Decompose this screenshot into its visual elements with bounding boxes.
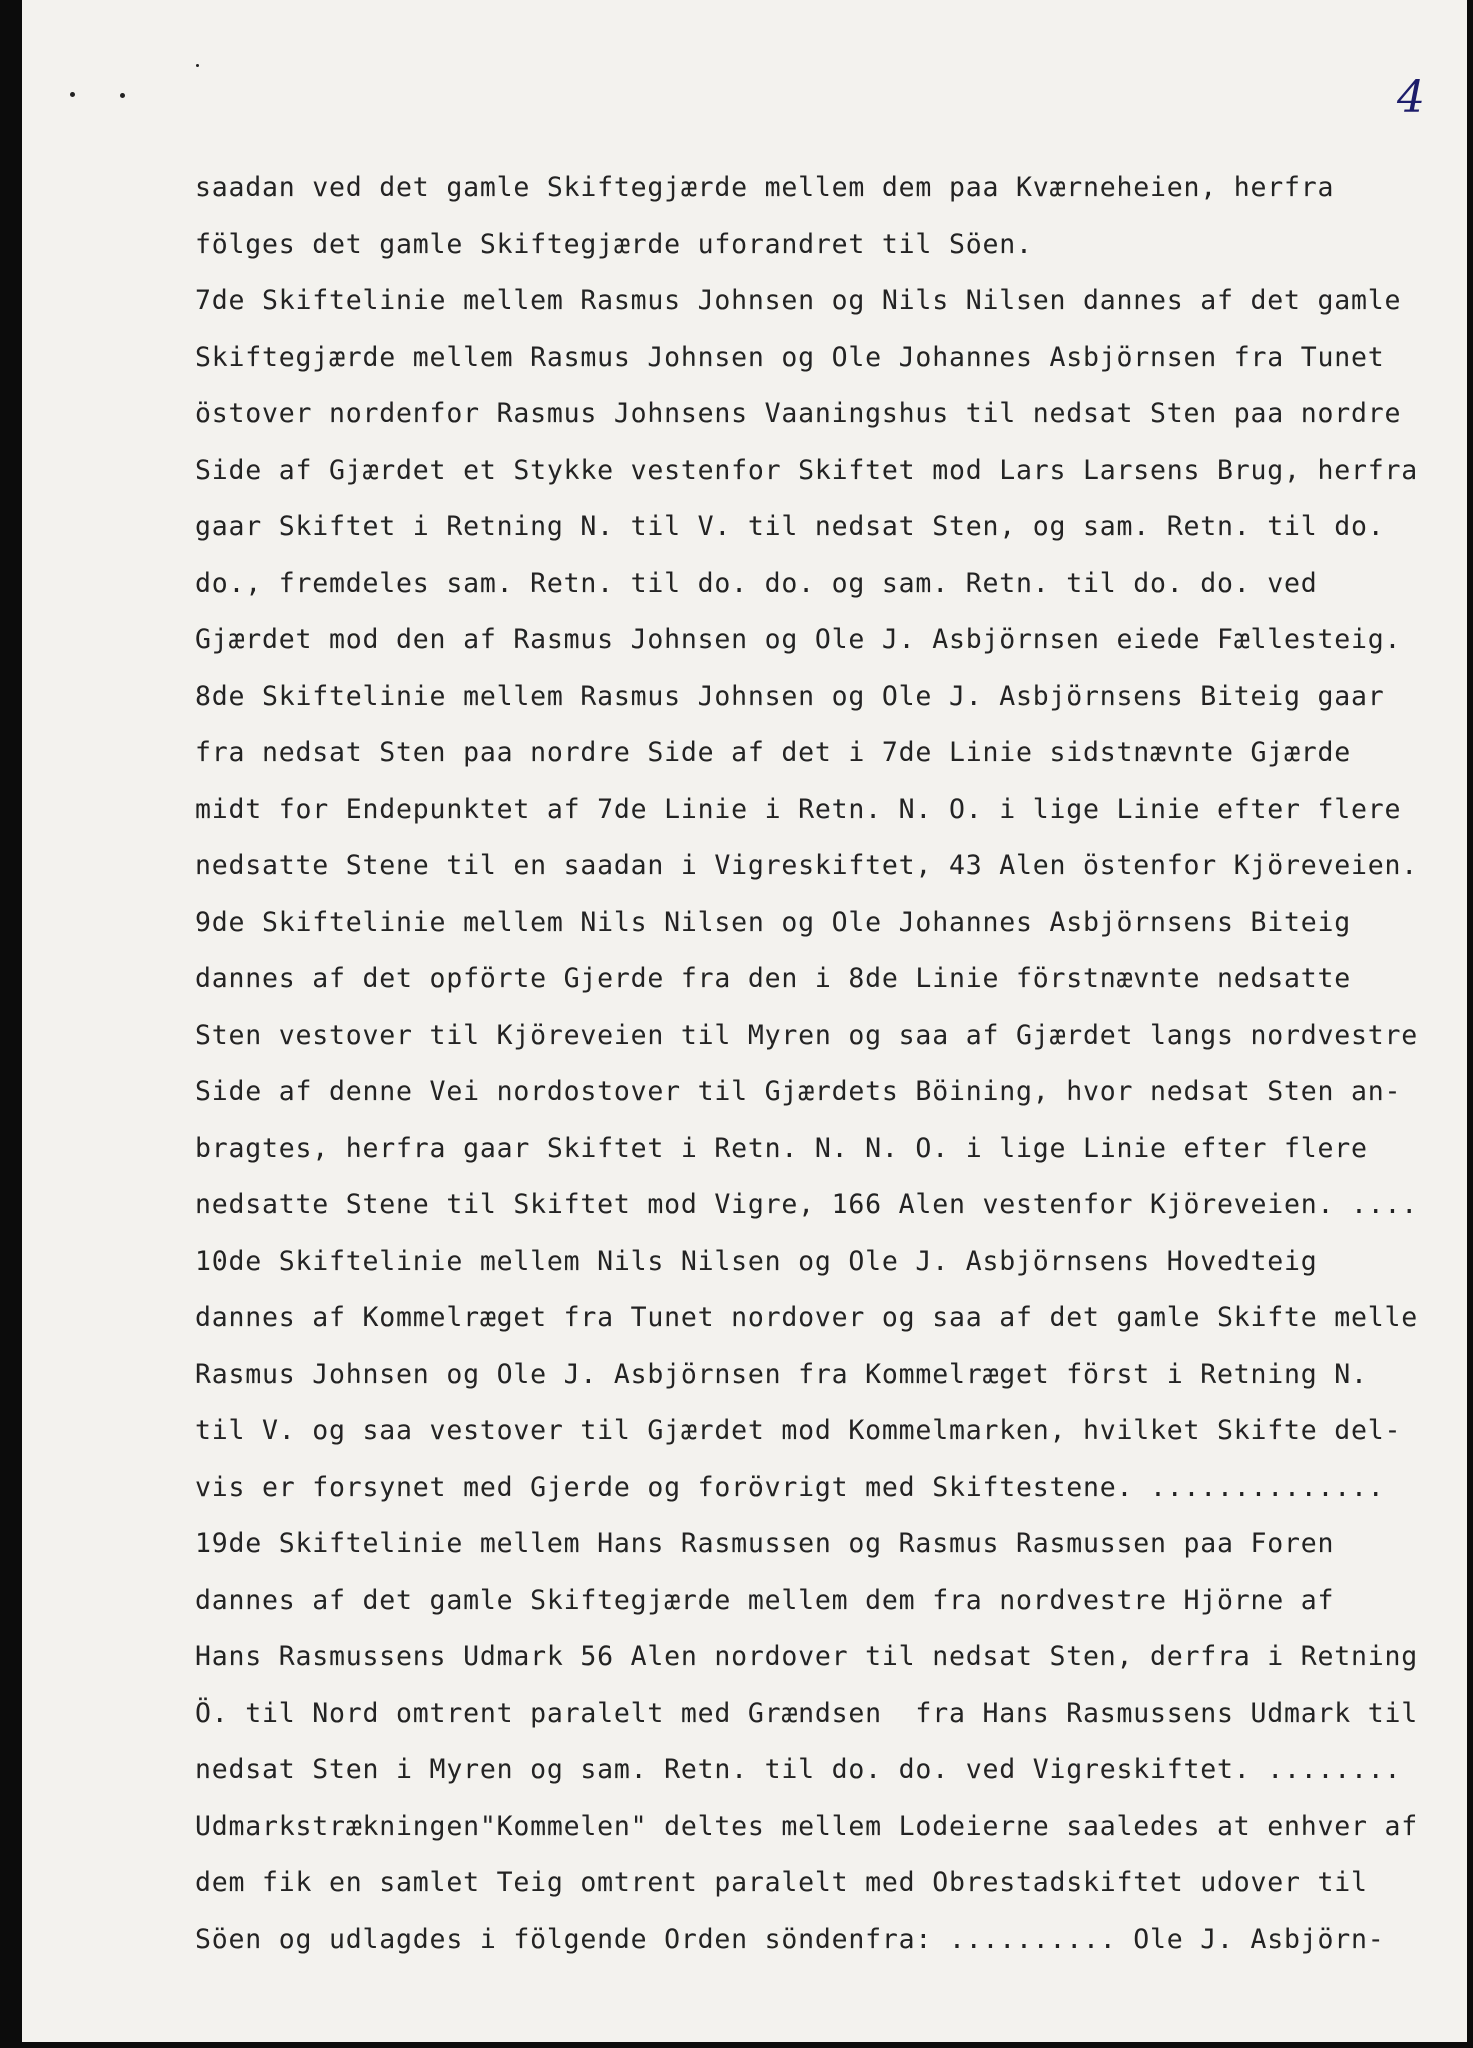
text-line: dem fik en samlet Teig omtrent paralelt med Obrestadskiftet udover til — [195, 1867, 1368, 1898]
text-line: fra nedsat Sten paa nordre Side af det i 7de Linie sidstnævnte Gjærde — [195, 737, 1352, 768]
text-line: nedsatte Stene til Skiftet mod Vigre, 166 Alen vestenfor Kjöreveien. .... — [195, 1189, 1419, 1220]
text-line: Hans Rasmussens Udmark 56 Alen nordover til nedsat Sten, derfra i Retning — [195, 1641, 1419, 1672]
text-line: Söen og udlagdes i fölgende Orden söndenfra: .......... Ole J. Asbjörn- — [195, 1923, 1385, 1955]
text-line: vis er forsynet med Gjerde og forövrigt med Skiftestene. .............. — [195, 1471, 1385, 1503]
text-line: Side af denne Vei nordostover til Gjærdets Böining, hvor nedsat Sten an- — [195, 1076, 1402, 1107]
text-line: 19de Skiftelinie mellem Hans Rasmussen og Rasmus Rasmussen paa Foren — [195, 1528, 1335, 1559]
text-line: Sten vestover til Kjöreveien til Myren og saa af Gjærdet langs nordvestre — [195, 1019, 1419, 1051]
text-line: Ö. til Nord omtrent paralelt med Grændsen fra Hans Rasmussens Udmark til — [195, 1697, 1419, 1729]
page-number: 4 — [1397, 72, 1425, 123]
text-line: Rasmus Johnsen og Ole J. Asbjörnsen fra Kommelræget först i Retning N. — [195, 1358, 1368, 1390]
text-line: do., fremdeles sam. Retn. til do. do. og sam. Retn. til do. do. ved — [195, 567, 1318, 599]
text-line: 9de Skiftelinie mellem Nils Nilsen og Ole Johannes Asbjörnsens Biteig — [195, 906, 1352, 938]
text-line: nedsat Sten i Myren og sam. Retn. til do. do. ved Vigreskiftet. ........ — [195, 1754, 1402, 1785]
text-line: Skiftegjærde mellem Rasmus Johnsen og Ole Johannes Asbjörnsen fra Tunet — [195, 341, 1385, 373]
text-line: nedsatte Stene til en saadan i Vigreskiftet, 43 Alen östenfor Kjöreveien. — [195, 850, 1419, 881]
typewritten-text — [195, 160, 1435, 1968]
ink-speck — [196, 64, 199, 67]
text-line: fölges det gamle Skiftegjærde uforandret til Söen. — [195, 228, 1033, 260]
text-line: til V. og saa vestover til Gjærdet mod Kommelmarken, hvilket Skifte del- — [195, 1415, 1402, 1446]
text-line: Udmarkstrækningen"Kommelen" deltes mellem Lodeierne saaledes at enhver af — [195, 1810, 1419, 1842]
text-line: östover nordenfor Rasmus Johnsens Vaaningshus til nedsat Sten paa nordre — [195, 398, 1402, 429]
text-line: 10de Skiftelinie mellem Nils Nilsen og Ole J. Asbjörnsens Hovedteig — [195, 1245, 1318, 1277]
ink-speck — [70, 92, 75, 97]
text-line: Side af Gjærdet et Stykke vestenfor Skiftet mod Lars Larsens Brug, herfra — [195, 454, 1419, 486]
text-line: midt for Endepunktet af 7de Linie i Retn. N. O. i lige Linie efter flere — [195, 793, 1402, 825]
text-line: Gjærdet mod den af Rasmus Johnsen og Ole J. Asbjörnsen eiede Fællesteig. — [195, 624, 1402, 655]
text-line: bragtes, herfra gaar Skiftet i Retn. N. N. O. i lige Linie efter flere — [195, 1132, 1368, 1164]
text-line: saadan ved det gamle Skiftegjærde mellem dem paa Kværneheien, herfra — [195, 172, 1335, 203]
text-line: dannes af det opförte Gjerde fra den i 8de Linie förstnævnte nedsatte — [195, 963, 1352, 994]
text-line: dannes af Kommelræget fra Tunet nordover og saa af det gamle Skifte melle — [195, 1302, 1419, 1333]
text-line: dannes af det gamle Skiftegjærde mellem dem fra nordvestre Hjörne af — [195, 1584, 1335, 1616]
text-line: 7de Skiftelinie mellem Rasmus Johnsen og Nils Nilsen dannes af det gamle — [195, 285, 1402, 316]
ink-speck — [120, 93, 125, 98]
text-line: gaar Skiftet i Retning N. til V. til nedsat Sten, og sam. Retn. til do. — [195, 511, 1385, 542]
text-line: 8de Skiftelinie mellem Rasmus Johnsen og Ole J. Asbjörnsens Biteig gaar — [195, 680, 1385, 712]
